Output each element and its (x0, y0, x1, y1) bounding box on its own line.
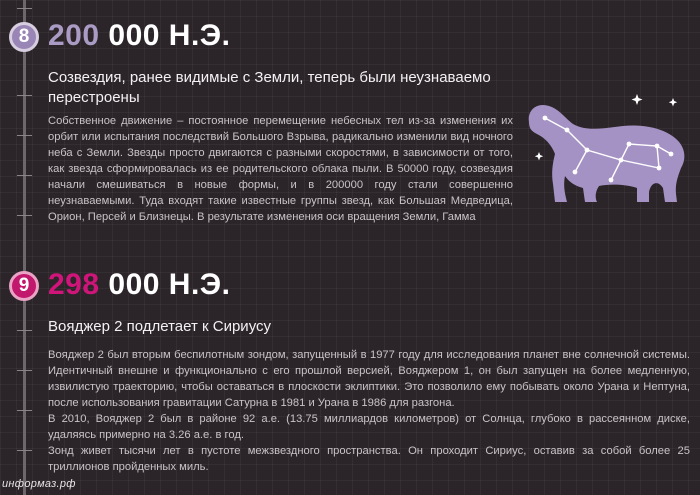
body-paragraph: Вояджер 2 был вторым беспилотным зондом, запущенный в 1977 году для исследования планет вне солнечной системы. Идентичный внешне и функционально с его прошлой версией, Вояджером 1, он был запущен на более медленную, извилистую траекторию, чтобы оставаться в плоскости эклиптики. Это позволило ему побывать около Урана и Нептуна, после использования гравитации Сатурна в 1981 и Урана в 1986 для разгона. (48, 349, 690, 409)
section-9-body (48, 347, 690, 475)
section-8-heading (48, 19, 230, 53)
year-number: 298 (48, 268, 100, 301)
timeline-tick (17, 330, 32, 331)
timeline-line (23, 0, 26, 495)
site-watermark: информаз.рф (2, 478, 76, 490)
timeline-badge-8 (9, 22, 39, 52)
timeline-tick (17, 175, 32, 176)
section-9-subtitle: Вояджер 2 подлетает к Сириусу (48, 318, 272, 335)
timeline-tick (17, 215, 32, 216)
badge-number: 8 (18, 26, 30, 47)
timeline-tick (17, 410, 32, 411)
timeline-tick (17, 135, 32, 136)
timeline-tick (17, 8, 32, 9)
year-number: 200 (48, 19, 100, 52)
section-8-body: Собственное движение – постоянное перемещение небесных тел из-за изменения их орбит или испытания последствий Большого Взрыва, радикально изменили вид ночного неба с Земли. Звезды просто двигаются с разными скоростями, в зависимости от того, как звезда сформировалась из ее родительского облака пыли. В 50000 году, созвездия начали смешиваться в новые формы, и в 200000 году стали совершенно неузнаваемыми. Туда входят такие известные группы звезд, как Большая Медведица, Орион, Персей и Близнецы. В результате изменения оси вращения Земли, Гамма (48, 115, 513, 223)
timeline-tick (17, 370, 32, 371)
body-paragraph: В 2010, Вояджер 2 был в районе 92 а.е. (13.75 миллиардов километров) от Солнца, глубоко в рассеянном диске, удаляясь примерно на 3.26 а.е. в год. (48, 413, 690, 441)
year-suffix: 000 Н.Э. (99, 19, 231, 52)
badge-number: 9 (18, 275, 30, 296)
section-9-heading (48, 268, 230, 302)
timeline-badge-9 (9, 271, 39, 301)
great-bear-constellation-icon (525, 88, 695, 208)
section-8-subtitle: Созвездия, ранее видимые с Земли, теперь были неузнаваемо перестроены (48, 69, 491, 106)
timeline-tick (17, 95, 32, 96)
timeline-tick (17, 450, 32, 451)
year-suffix: 000 Н.Э. (99, 268, 231, 301)
body-paragraph: Зонд живет тысячи лет в пустоте межзвездного пространства. Он проходит Сириус, оставив за собой более 25 триллионов пройденных миль. (48, 445, 690, 473)
